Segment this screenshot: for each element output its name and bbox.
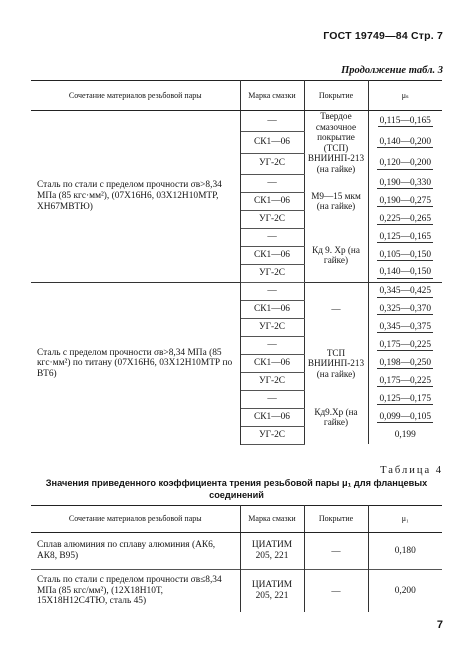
table-4-label: Таблица 4 [380, 465, 443, 476]
col-header-coating: Покрытие [304, 506, 368, 533]
mu-cell: 0,120—0,200 [379, 157, 432, 168]
grease-cell: — [240, 282, 304, 300]
grease-cell: СК1—06 [240, 300, 304, 318]
grease-cell: — [240, 174, 304, 192]
grease-cell: УГ-2С [240, 264, 304, 282]
table-continuation-label: Продолжение табл. 3 [341, 65, 443, 76]
table-3 [31, 80, 442, 445]
col-header-mu: μₛ [368, 81, 442, 111]
mu-cell: 0,198—0,250 [379, 357, 432, 368]
page-header: ГОСТ 19749—84 Стр. 7 [323, 30, 443, 42]
col-header-coating: Покрытие [304, 81, 368, 111]
coating-cell: — [304, 282, 368, 336]
mu-cell: 0,105—0,150 [379, 249, 432, 260]
mu-cell: 0,125—0,165 [379, 231, 432, 242]
grease-cell: — [240, 228, 304, 246]
mu-cell: 0,190—0,330 [379, 177, 432, 188]
mu-cell: 0,345—0,425 [368, 282, 442, 300]
grease-cell: УГ-2С [240, 372, 304, 390]
grease-cell: УГ-2С [240, 210, 304, 228]
col-header-grease: Марка смазки [240, 81, 304, 111]
coating-cell: М9—15 мкм (на гайке) [304, 174, 368, 228]
table-row [31, 533, 442, 570]
grease-cell: ЦИАТИМ 205, 221 [240, 570, 304, 613]
table-row [31, 111, 442, 132]
table-3-header [31, 81, 442, 111]
coating-cell: Твердое смазочное покрытие (ТСП) ВНИИНП-213 (на гайке) [304, 111, 368, 175]
table-4 [31, 505, 442, 612]
mu-cell: 0,115—0,165 [379, 115, 431, 126]
grease-cell: ЦИАТИМ 205, 221 [240, 533, 304, 570]
table-4-header [31, 506, 442, 533]
combination-cell: Сплав алюминия по сплаву алюминия (АК6, АК8, В95) [31, 533, 240, 570]
grease-cell: — [240, 390, 304, 408]
mu-cell: 0,140—0,200 [379, 136, 432, 147]
mu-cell: 0,180 [394, 545, 416, 556]
col-header-mu: μ₁ [368, 506, 442, 533]
table-row [31, 570, 442, 613]
grease-cell: УГ-2С [240, 318, 304, 336]
table-4-title: Значения приведенного коэффициента трения резьбовой пары μ₁ для фланцевых соединений [45, 478, 428, 500]
grease-cell: СК1—06 [240, 354, 304, 372]
coating-cell: Кд 9. Хр (на гайке) [304, 228, 368, 282]
grease-cell: СК1—06 [240, 246, 304, 264]
mu-cell: 0,199 [394, 430, 416, 441]
mu-cell: 0,225—0,265 [379, 213, 432, 224]
mu-cell: 0,345—0,375 [379, 321, 432, 332]
col-header-grease: Марка смазки [240, 506, 304, 533]
combination-cell: Сталь по стали с пределом прочности σв≤8,34 МПа (85 кгс/мм²), (12Х18Н10Т, 15Х18Н12С4ТЮ, сталь 45) [31, 570, 240, 613]
mu-cell: 0,200 [368, 570, 442, 613]
combination-cell: Сталь по стали с пределом прочности σв>8,34 МПа (85 кгс·мм²), (07Х16Н6, 03Х12Н10МТР, ХН67МВТЮ) [31, 111, 240, 283]
mu-cell: 0,125—0,175 [379, 393, 432, 404]
grease-cell: — [240, 336, 304, 354]
grease-cell: УГ-2С [240, 426, 304, 444]
mu-cell: 0,190—0,275 [379, 195, 432, 206]
col-header-combination: Сочетание материалов резьбовой пары [31, 506, 240, 533]
page-number: 7 [436, 619, 443, 631]
mu-cell: 0,175—0,225 [379, 339, 432, 350]
table-row [31, 282, 442, 300]
coating-cell: — [304, 533, 368, 570]
grease-cell: СК1—06 [240, 192, 304, 210]
coating-cell: ТСП ВНИИНП-213 (на гайке) [304, 336, 368, 390]
grease-cell: СК1—06 [240, 132, 304, 153]
grease-cell: — [240, 111, 304, 132]
mu-cell: 0,140—0,150 [379, 267, 432, 278]
grease-cell: СК1—06 [240, 408, 304, 426]
col-header-combination: Сочетание материалов резьбовой пары [31, 81, 240, 111]
coating-cell: — [304, 570, 368, 613]
coating-cell: Кд9.Хр (на гайке) [304, 390, 368, 444]
grease-cell: УГ-2С [240, 153, 304, 174]
mu-cell: 0,099—0,105 [379, 411, 432, 422]
mu-cell: 0,325—0,370 [379, 303, 432, 314]
combination-cell: Сталь с пределом прочности σв>8,34 МПа (85 кгс·мм²) по титану (07Х16Н6, 03Х12Н10МТР по ВТ6) [31, 282, 240, 444]
mu-cell: 0,175—0,225 [379, 375, 432, 386]
